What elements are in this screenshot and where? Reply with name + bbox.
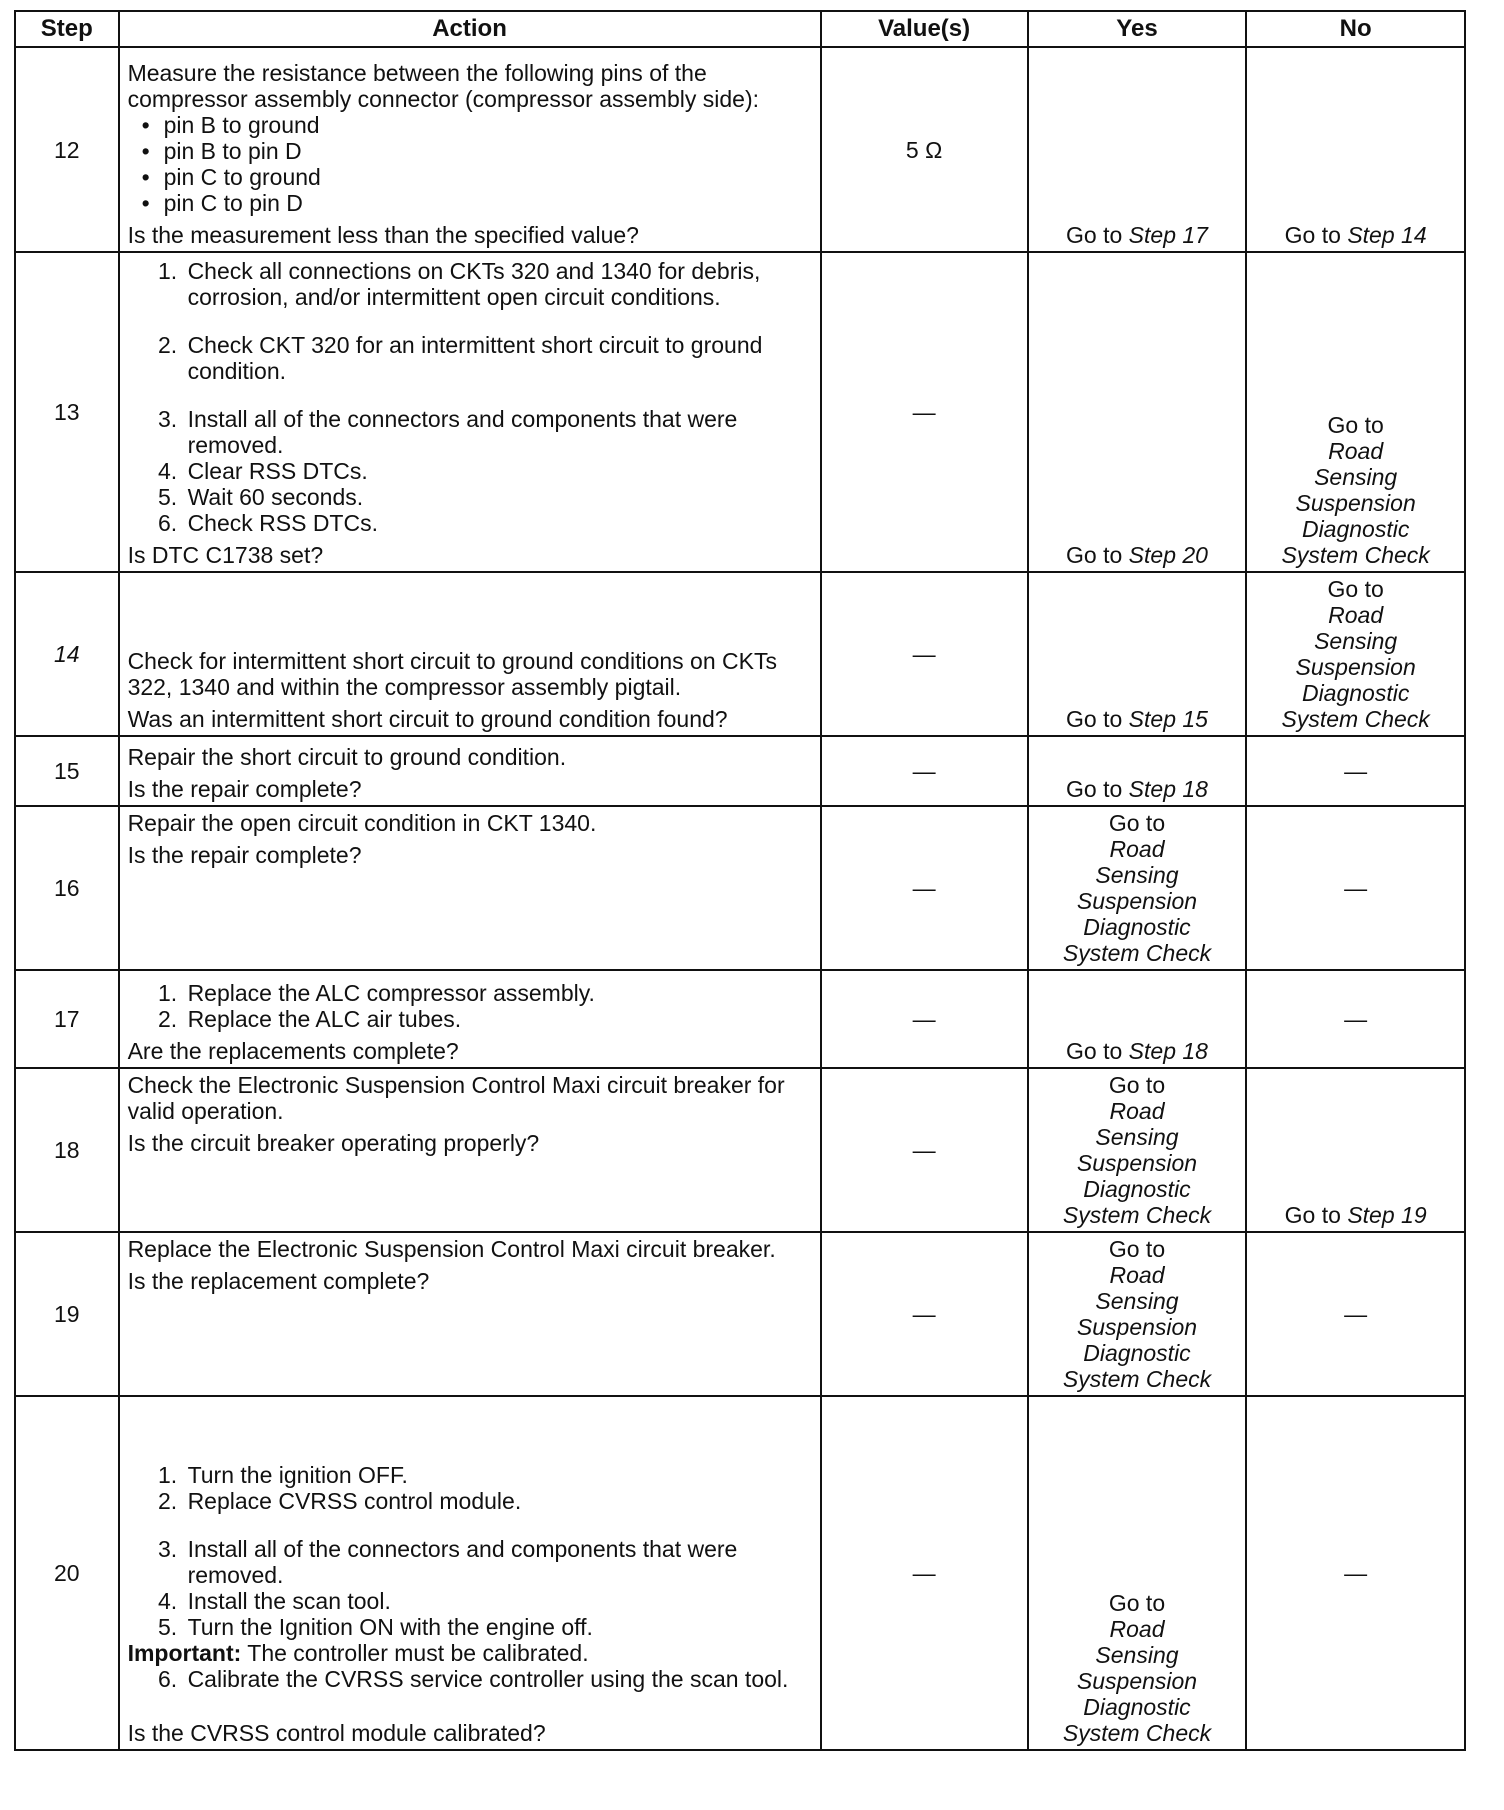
list-item: 4. Install the scan tool. xyxy=(184,1588,812,1614)
value-cell: — xyxy=(821,1396,1028,1750)
yes-cell xyxy=(1028,736,1247,806)
value-cell: 5 Ω xyxy=(821,47,1028,252)
header-values: Value(s) xyxy=(821,11,1028,47)
header-step: Step xyxy=(15,11,119,47)
action-cell xyxy=(119,970,821,1068)
goto-link-part[interactable]: Diagnostic xyxy=(1301,516,1410,542)
important-text: The controller must be calibrated. xyxy=(247,1640,589,1666)
goto-link-part[interactable]: Suspension xyxy=(1076,888,1198,914)
important-label: Important: xyxy=(127,1640,242,1666)
goto-prefix: Go to xyxy=(1066,222,1123,248)
header-row xyxy=(15,11,1465,47)
goto-step-link[interactable]: Step 19 xyxy=(1347,1202,1427,1228)
yes-cell xyxy=(1028,1232,1247,1396)
no-cell xyxy=(1246,252,1465,572)
table-row xyxy=(15,1396,1465,1750)
action-text: Measure the resistance between the following pins of the compressor assembly connector (compressor assembly side): xyxy=(127,60,759,112)
list-item: • pin C to pin D xyxy=(164,190,812,216)
goto-prefix: Go to xyxy=(1066,542,1123,568)
header-no: No xyxy=(1246,11,1465,47)
goto-link-part[interactable]: System Check xyxy=(1062,940,1212,966)
goto-step-link[interactable]: Step 18 xyxy=(1128,776,1208,802)
goto-step-link[interactable]: Step 18 xyxy=(1128,1038,1208,1064)
no-cell: — xyxy=(1246,970,1465,1068)
goto-prefix: Go to xyxy=(1327,576,1384,602)
list-item: 6. Calibrate the CVRSS service controller using the scan tool. xyxy=(184,1666,812,1692)
list-item: 1. Replace the ALC compressor assembly. xyxy=(184,980,812,1006)
no-cell: — xyxy=(1246,1396,1465,1750)
action-question: Is the circuit breaker operating properly? xyxy=(127,1130,540,1156)
step-number: 13 xyxy=(15,252,119,572)
goto-link-part[interactable]: Suspension xyxy=(1295,490,1416,516)
no-cell: — xyxy=(1246,806,1465,970)
action-text: Check for intermittent short circuit to ground conditions on CKTs 322, 1340 and within the compressor assembly pigtail. xyxy=(127,648,777,700)
table-row xyxy=(15,252,1465,572)
numbered-list xyxy=(128,1536,812,1640)
goto-step-link[interactable]: Step 15 xyxy=(1128,706,1208,732)
goto-prefix: Go to xyxy=(1066,776,1123,802)
goto-prefix: Go to xyxy=(1284,222,1341,248)
goto-prefix: Go to xyxy=(1066,1038,1123,1064)
action-text: Check the Electronic Suspension Control Maxi circuit breaker for valid operation. xyxy=(127,1072,785,1124)
no-cell xyxy=(1246,1068,1465,1232)
goto-line xyxy=(1037,1072,1238,1124)
goto-link-part[interactable]: Road xyxy=(1109,836,1165,862)
numbered-list xyxy=(128,406,812,536)
action-text: Repair the short circuit to ground condition. xyxy=(127,744,567,770)
goto-line xyxy=(1037,1590,1238,1642)
goto-prefix: Go to xyxy=(1108,1236,1166,1262)
step-number: 20 xyxy=(15,1396,119,1750)
action-question: Is the CVRSS control module calibrated? xyxy=(127,1720,546,1746)
no-cell xyxy=(1246,47,1465,252)
goto-step-link[interactable]: Step 17 xyxy=(1128,222,1208,248)
list-item: 6. Check RSS DTCs. xyxy=(184,510,812,536)
goto-line xyxy=(1037,810,1238,862)
goto-prefix: Go to xyxy=(1108,1590,1166,1616)
list-item: 3. Install all of the connectors and components that were removed. xyxy=(184,406,812,458)
numbered-list xyxy=(128,258,812,310)
step-number: 14 xyxy=(15,572,119,736)
action-text: Replace the Electronic Suspension Control Maxi circuit breaker. xyxy=(127,1236,776,1262)
yes-cell xyxy=(1028,572,1247,736)
action-cell xyxy=(119,1396,821,1750)
goto-link-part[interactable]: Diagnostic xyxy=(1083,914,1191,940)
yes-cell xyxy=(1028,47,1247,252)
numbered-list xyxy=(128,332,812,384)
goto-link-part[interactable]: System Check xyxy=(1281,706,1430,732)
goto-link-part[interactable]: Sensing xyxy=(1095,862,1179,888)
goto-prefix: Go to xyxy=(1108,1072,1166,1098)
list-item: 2. Replace CVRSS control module. xyxy=(184,1488,812,1514)
goto-link-part[interactable]: System Check xyxy=(1062,1366,1212,1392)
goto-link-part[interactable]: Diagnostic xyxy=(1083,1694,1191,1720)
list-item: • pin C to ground xyxy=(164,164,812,190)
value-cell: — xyxy=(821,736,1028,806)
goto-link-part[interactable]: Sensing xyxy=(1095,1288,1179,1314)
table-row xyxy=(15,1068,1465,1232)
goto-link-part[interactable]: Diagnostic xyxy=(1083,1176,1191,1202)
step-number: 15 xyxy=(15,736,119,806)
action-cell xyxy=(119,806,821,970)
table-row xyxy=(15,806,1465,970)
goto-step-link[interactable]: Step 20 xyxy=(1128,542,1208,568)
action-cell xyxy=(119,1232,821,1396)
goto-link-part[interactable]: System Check xyxy=(1062,1720,1212,1746)
goto-line xyxy=(1255,576,1456,628)
list-item: 1. Turn the ignition OFF. xyxy=(184,1462,812,1488)
yes-cell xyxy=(1028,1396,1247,1750)
action-question: Is DTC C1738 set? xyxy=(127,542,324,568)
value-cell: — xyxy=(821,970,1028,1068)
goto-link-part[interactable]: Suspension xyxy=(1295,654,1416,680)
action-question: Is the repair complete? xyxy=(127,842,362,868)
list-item: 3. Install all of the connectors and components that were removed. xyxy=(184,1536,812,1588)
action-cell xyxy=(119,252,821,572)
list-item: • pin B to ground xyxy=(164,112,812,138)
goto-prefix: Go to xyxy=(1327,412,1384,438)
goto-link-part[interactable]: Sensing xyxy=(1095,1124,1179,1150)
step-number: 17 xyxy=(15,970,119,1068)
list-item: 2. Check CKT 320 for an intermittent short circuit to ground condition. xyxy=(184,332,812,384)
goto-link-part[interactable]: Road xyxy=(1109,1098,1165,1124)
goto-link-part[interactable]: Sensing xyxy=(1314,464,1398,490)
important-note xyxy=(128,1640,812,1666)
value-cell: — xyxy=(821,252,1028,572)
list-item: 2. Replace the ALC air tubes. xyxy=(184,1006,812,1032)
goto-prefix: Go to xyxy=(1066,706,1123,732)
goto-link-part[interactable]: System Check xyxy=(1281,542,1430,568)
value-cell: — xyxy=(821,572,1028,736)
table-row xyxy=(15,1232,1465,1396)
goto-link-part[interactable]: System Check xyxy=(1062,1202,1212,1228)
no-cell: — xyxy=(1246,1232,1465,1396)
goto-link-part[interactable]: Road xyxy=(1109,1262,1165,1288)
value-cell: — xyxy=(821,806,1028,970)
goto-line xyxy=(1255,412,1456,464)
list-item: 5. Wait 60 seconds. xyxy=(184,484,812,510)
action-question: Is the replacement complete? xyxy=(127,1268,430,1294)
step-number: 16 xyxy=(15,806,119,970)
goto-link-part[interactable]: Diagnostic xyxy=(1301,680,1410,706)
yes-cell xyxy=(1028,252,1247,572)
no-cell: — xyxy=(1246,736,1465,806)
action-cell xyxy=(119,572,821,736)
list-item: • pin B to pin D xyxy=(164,138,812,164)
action-question: Is the measurement less than the specified value? xyxy=(127,222,639,248)
action-cell xyxy=(119,1068,821,1232)
step-number: 12 xyxy=(15,47,119,252)
goto-prefix: Go to xyxy=(1284,1202,1341,1228)
yes-cell xyxy=(1028,806,1247,970)
goto-link-part[interactable]: Road xyxy=(1328,438,1384,464)
table-row xyxy=(15,970,1465,1068)
numbered-list xyxy=(128,1462,812,1514)
no-cell xyxy=(1246,572,1465,736)
value-cell: — xyxy=(821,1232,1028,1396)
numbered-list xyxy=(128,1666,812,1692)
goto-link-part[interactable]: Road xyxy=(1109,1616,1165,1642)
goto-link-part[interactable]: Suspension xyxy=(1076,1150,1198,1176)
header-yes: Yes xyxy=(1028,11,1247,47)
goto-prefix: Go to xyxy=(1108,810,1166,836)
step-number: 19 xyxy=(15,1232,119,1396)
action-question: Was an intermittent short circuit to ground condition found? xyxy=(127,706,728,732)
diagnostic-table xyxy=(14,10,1466,1751)
list-item: 1. Check all connections on CKTs 320 and 1340 for debris, corrosion, and/or intermittent open circuit conditions. xyxy=(184,258,812,310)
goto-line xyxy=(1037,1236,1238,1288)
goto-link-part[interactable]: Suspension xyxy=(1076,1668,1198,1694)
action-cell xyxy=(119,47,821,252)
table-row xyxy=(15,736,1465,806)
step-number: 18 xyxy=(15,1068,119,1232)
action-text: Repair the open circuit condition in CKT 1340. xyxy=(127,810,597,836)
numbered-list xyxy=(128,980,812,1032)
yes-cell xyxy=(1028,1068,1247,1232)
action-question: Is the repair complete? xyxy=(127,776,362,802)
goto-link-part[interactable]: Road xyxy=(1328,602,1384,628)
goto-link-part[interactable]: Sensing xyxy=(1095,1642,1179,1668)
bullet-list xyxy=(128,112,812,216)
table-row xyxy=(15,572,1465,736)
goto-link-part[interactable]: Sensing xyxy=(1314,628,1398,654)
header-action: Action xyxy=(119,11,821,47)
value-cell: — xyxy=(821,1068,1028,1232)
action-cell xyxy=(119,736,821,806)
goto-link-part[interactable]: Suspension xyxy=(1076,1314,1198,1340)
list-item: 4. Clear RSS DTCs. xyxy=(184,458,812,484)
goto-step-link[interactable]: Step 14 xyxy=(1347,222,1427,248)
action-question: Are the replacements complete? xyxy=(127,1038,459,1064)
yes-cell xyxy=(1028,970,1247,1068)
table-row xyxy=(15,47,1465,252)
list-item: 5. Turn the Ignition ON with the engine off. xyxy=(184,1614,812,1640)
goto-link-part[interactable]: Diagnostic xyxy=(1083,1340,1191,1366)
